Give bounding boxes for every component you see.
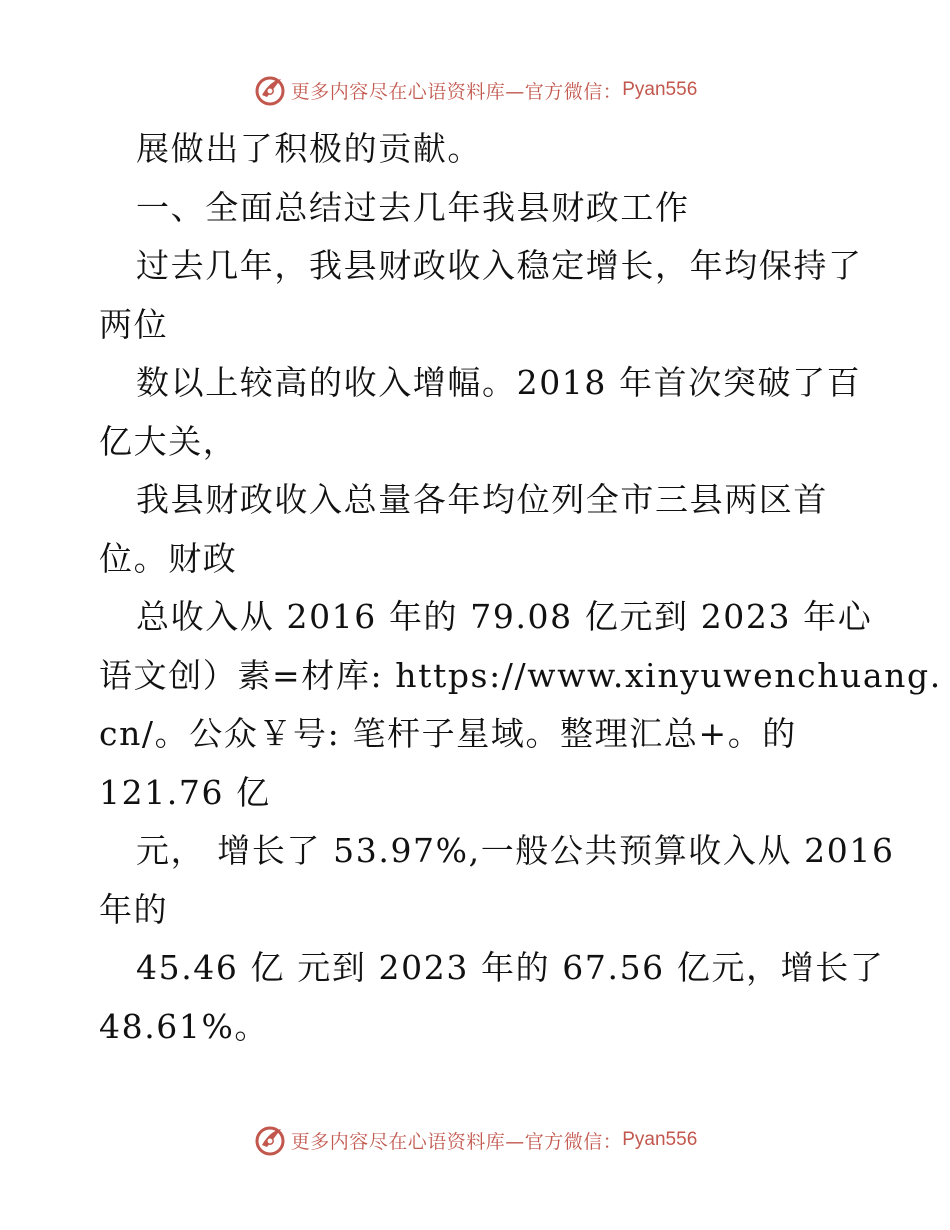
text-line: cn/。公众￥号: 笔杆子星域。整理汇总+。的	[99, 714, 797, 753]
text-line: 两位	[99, 304, 169, 344]
text-line: 一、全面总结过去几年我县财政工作	[136, 187, 690, 227]
logo-icon	[253, 73, 287, 107]
document-body	[99, 120, 942, 1056]
text-line: 过去几年，我县财政收入稳定增长，年均保持了	[136, 246, 863, 285]
text-line: 总收入从 2016 年的 79.08 亿元到 2023 年心	[136, 597, 873, 636]
text-line: 语文创）素=材库: https://www.xinyuwenchuang.	[99, 655, 942, 695]
watermark-text: 更多内容尽在心语资料库—官方微信：	[290, 1130, 623, 1153]
text-line: 数以上较高的收入增幅。2018 年首次突破了百	[136, 363, 862, 402]
text-line: 45.46 亿 元到 2023 年的 67.56 亿元，增长了	[136, 948, 885, 987]
watermark-handle: Pyan556	[622, 1129, 698, 1150]
footer-watermark	[0, 1120, 950, 1160]
header-watermark	[0, 70, 950, 110]
watermark-handle: Pyan556	[622, 79, 698, 100]
text-line: 亿大关，	[99, 421, 238, 461]
logo-icon	[253, 1123, 287, 1157]
watermark-text: 更多内容尽在心语资料库—官方微信：	[290, 80, 623, 103]
text-line: 位。财政	[99, 538, 238, 578]
text-line: 我县财政收入总量各年均位列全市三县两区首	[136, 480, 828, 519]
text-line: 48.61%。	[99, 1006, 270, 1046]
text-line: 年的	[99, 889, 169, 929]
text-line: 元， 增长了 53.97%,一般公共预算收入从 2016	[136, 831, 895, 870]
text-line: 展做出了积极的贡献。	[136, 129, 482, 168]
text-line: 121.76 亿	[99, 772, 271, 812]
